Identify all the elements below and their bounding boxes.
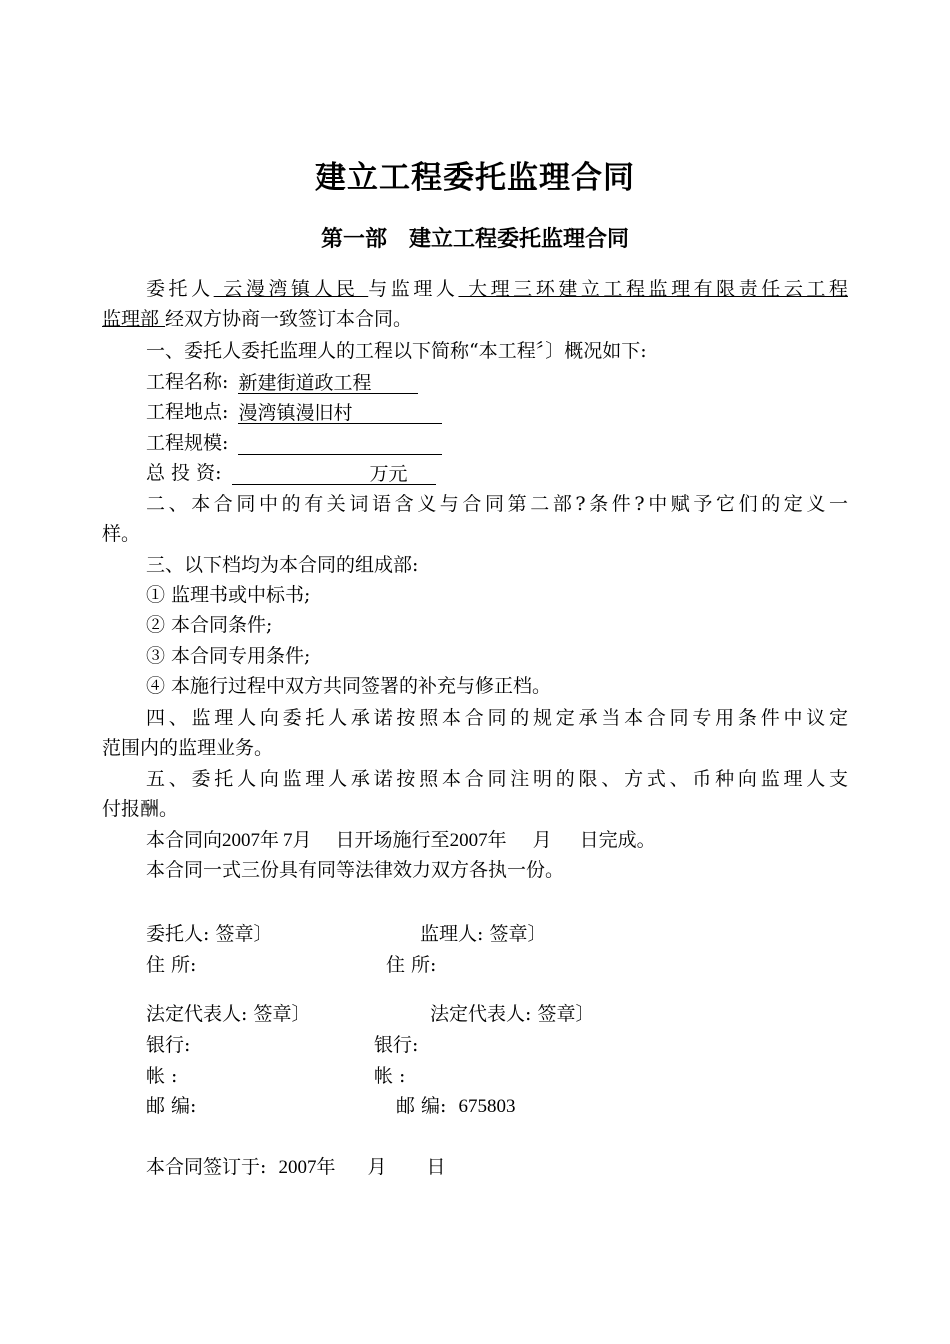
client-account: 帐 : xyxy=(146,1065,178,1087)
clause-5-line-1: 五、委托人向监理人承诺按照本合同注明的限、方式、币种向监理人支 xyxy=(146,768,848,790)
clause-1: 一、委托人委托监理人的工程以下简称“本工程〞〕概况如下: xyxy=(146,340,647,362)
clause-5-line-2: 付报酬。 xyxy=(102,798,179,820)
project-name-value: 新建街道政工程 xyxy=(238,372,372,394)
agreement-suffix: 经双方协商一致签订本合同。 xyxy=(165,308,413,330)
term-start-year-unit: 年 xyxy=(260,829,280,851)
project-location-field xyxy=(238,401,442,424)
project-location-value: 漫湾镇漫旧村 xyxy=(238,402,353,424)
signed-date-year-unit: 年 xyxy=(316,1156,336,1178)
document-title: 建立工程委托监理合同 xyxy=(315,160,635,196)
project-location-row xyxy=(146,400,442,424)
client-address: 住 所: xyxy=(146,954,197,976)
project-scale-field xyxy=(238,432,442,455)
supervisor-postcode-label: 邮 编: xyxy=(396,1095,447,1117)
supervisor-legal-rep: 法定代表人: 签章〕 xyxy=(430,1003,595,1025)
term-start-prefix: 本合同向 xyxy=(146,829,223,851)
term-start-month: 7 xyxy=(283,830,293,851)
investment-unit: 万元 xyxy=(369,463,408,485)
term-end-month-unit: 月 xyxy=(532,829,552,851)
project-location-label: 工程地点: xyxy=(146,401,229,423)
project-name-row xyxy=(146,370,418,394)
project-scale-row xyxy=(146,431,442,455)
clause-2-line-2: 样。 xyxy=(102,523,141,545)
signed-date xyxy=(146,1155,446,1180)
supervisor-account: 帐 : xyxy=(374,1065,406,1087)
supervisor-seal: 监理人: 签章〕 xyxy=(420,923,547,945)
term-start-day-text: 日开场施行至 xyxy=(335,829,450,851)
client-prefix: 委托人 xyxy=(146,278,214,300)
supervisor-bank: 银行: xyxy=(374,1034,419,1056)
signed-date-year: 2007 xyxy=(278,1157,317,1178)
term-end-year: 2007 xyxy=(449,830,488,851)
client-bank: 银行: xyxy=(146,1034,191,1056)
project-investment-row xyxy=(146,461,436,485)
client-legal-rep: 法定代表人: 签章〕 xyxy=(146,1003,311,1025)
document-item: ② 本合同条件; xyxy=(146,614,273,636)
client-postcode: 邮 编: xyxy=(146,1095,197,1117)
project-name-label: 工程名称: xyxy=(146,371,229,393)
supervisor-name: 大理三环建立工程监理有限责任云工程 xyxy=(458,278,848,300)
client-name: 云漫湾镇人民 xyxy=(213,278,369,300)
clause-4-line-2: 范围内的监理业务。 xyxy=(102,737,274,759)
document-item: ③ 本合同专用条件; xyxy=(146,645,311,667)
project-name-field xyxy=(238,371,418,394)
term-end-year-unit: 年 xyxy=(487,829,507,851)
supervisor-postcode xyxy=(396,1094,516,1119)
clause-3: 三、以下档均为本合同的组成部: xyxy=(146,554,419,576)
supervisor-name-cont: 监理部 xyxy=(102,308,166,330)
signed-date-day-unit: 日 xyxy=(426,1156,446,1178)
project-investment-field xyxy=(232,462,436,485)
clause-4-line-1: 四、监理人向委托人承诺按照本合同的规定承当本合同专用条件中议定 xyxy=(146,707,848,729)
term-start-month-unit: 月 xyxy=(292,829,312,851)
document-item: ① 监理书或中标书; xyxy=(146,584,311,606)
copies-statement: 本合同一式三份具有同等法律效力双方各执一份。 xyxy=(146,859,565,881)
client-seal: 委托人: 签章〕 xyxy=(146,923,273,945)
project-scale-label: 工程规模: xyxy=(146,432,229,454)
term-end-day-text: 日完成。 xyxy=(579,829,656,851)
parties-line-2 xyxy=(102,307,412,331)
supervisor-prefix: 与监理人 xyxy=(368,278,459,300)
supervisor-address: 住 所: xyxy=(386,954,437,976)
signed-date-month-unit: 月 xyxy=(367,1156,387,1178)
parties-line-1 xyxy=(146,277,848,301)
document-subtitle: 第一部 建立工程委托监理合同 xyxy=(320,227,629,252)
document-item: ④ 本施行过程中双方共同签署的补充与修正档。 xyxy=(146,675,552,697)
supervisor-postcode-value: 675803 xyxy=(458,1096,516,1117)
project-investment-label: 总 投 资: xyxy=(146,462,222,484)
contract-term xyxy=(146,828,656,853)
clause-2-line-1: 二、本合同中的有关词语含义与合同第二部?条件?中赋予它们的定义一 xyxy=(146,493,848,515)
term-start-year: 2007 xyxy=(222,830,261,851)
signed-date-prefix: 本合同签订于: xyxy=(146,1156,267,1178)
